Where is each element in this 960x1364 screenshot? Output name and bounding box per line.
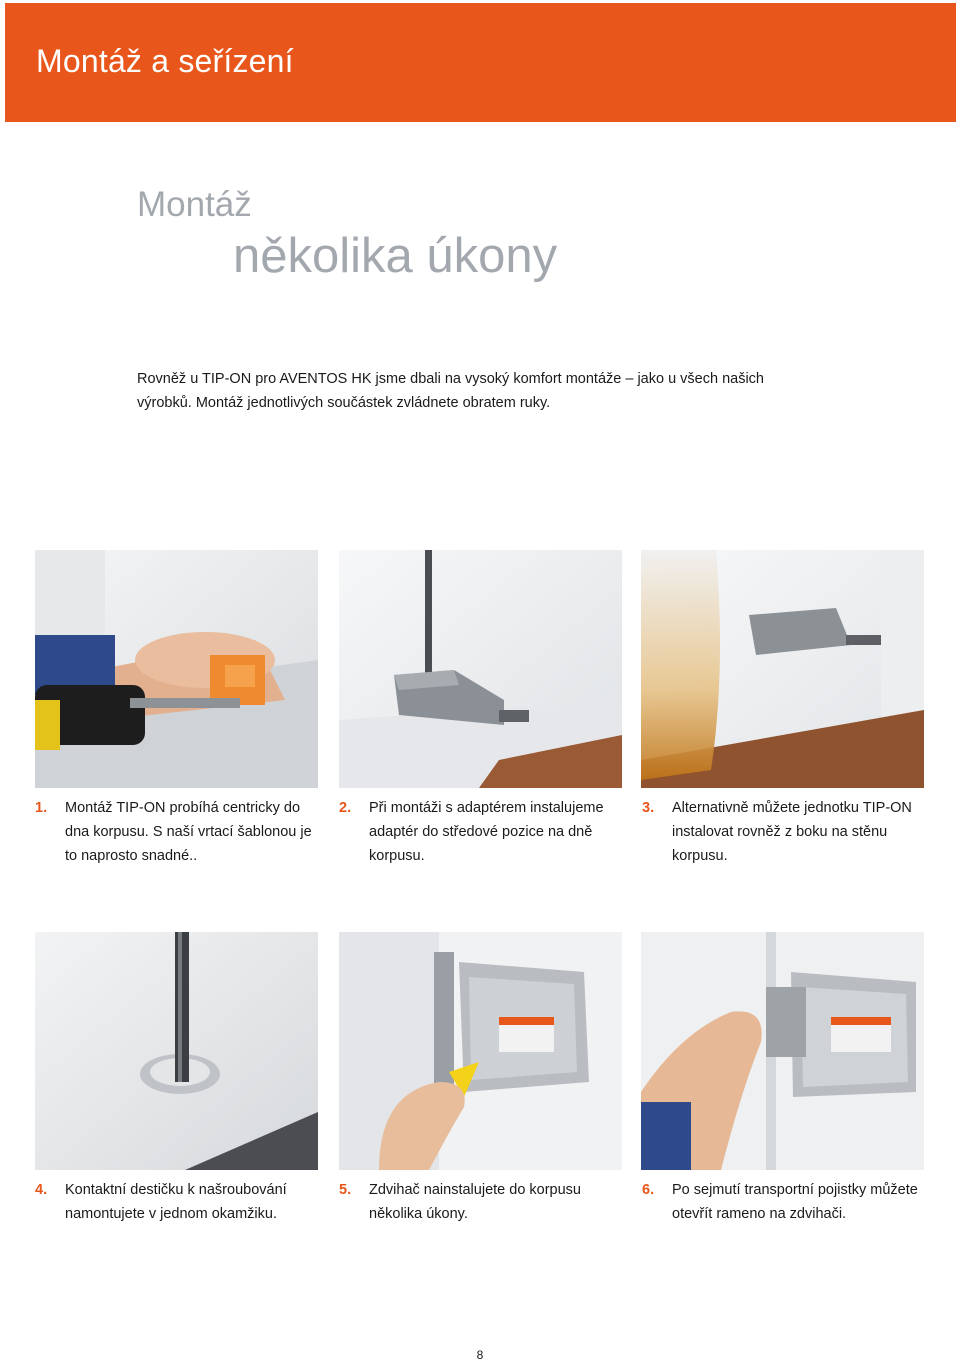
page-title: Montáž a seřízení <box>36 43 294 79</box>
step-4-caption <box>35 1178 325 1226</box>
step-3-caption <box>642 796 932 868</box>
step-1-number: 1. <box>35 800 48 816</box>
step-5-number: 5. <box>339 1182 352 1198</box>
photo-step-2 <box>339 550 622 788</box>
headline-line-2: několika úkony <box>233 229 558 283</box>
photo-step-6 <box>641 932 924 1170</box>
step-3-number: 3. <box>642 800 655 816</box>
header-bar <box>5 3 956 122</box>
step-6-caption <box>642 1178 932 1226</box>
photo-lift-install-image <box>339 932 622 1170</box>
photo-drilling-template-image <box>35 550 318 788</box>
step-5-text: Zdvihač nainstalujete do korpusu několika úkony. <box>369 1182 581 1222</box>
step-2-number: 2. <box>339 800 352 816</box>
step-1-caption <box>35 796 325 868</box>
photo-transport-lock-image <box>641 932 924 1170</box>
step-4-text: Kontaktní destičku k našroubování namontujete v jednom okamžiku. <box>65 1182 287 1222</box>
step-1-text: Montáž TIP-ON probíhá centricky do dna korpusu. S naší vrtací šablonou je to naprosto snadné.. <box>65 800 312 864</box>
photo-step-4 <box>35 932 318 1170</box>
intro-paragraph: Rovněž u TIP-ON pro AVENTOS HK jsme dbali na vysoký komfort montáže – jako u všech našich výrobků. Montáž jednotlivých součástek zvládnete obratem ruky. <box>137 371 764 411</box>
step-6-text: Po sejmutí transportní pojistky můžete otevřít rameno na zdvihači. <box>672 1182 918 1222</box>
page-number: 8 <box>476 1348 484 1362</box>
step-4-number: 4. <box>35 1182 48 1198</box>
step-6-number: 6. <box>642 1182 655 1198</box>
step-5-caption <box>339 1178 629 1226</box>
photo-adapter-screwdriver-image <box>339 550 622 788</box>
photo-step-3 <box>641 550 924 788</box>
photo-side-mount-glass-image <box>641 550 924 788</box>
photo-step-5 <box>339 932 622 1170</box>
headline-line-1: Montáž <box>137 185 252 224</box>
step-3-text: Alternativně můžete jednotku TIP-ON instalovat rovněž z boku na stěnu korpusu. <box>672 800 912 864</box>
photo-step-1 <box>35 550 318 788</box>
step-2-text: Při montáži s adaptérem instalujeme adaptér do středové pozice na dně korpusu. <box>369 800 604 864</box>
step-2-caption <box>339 796 629 868</box>
photo-contact-plate-image <box>35 932 318 1170</box>
